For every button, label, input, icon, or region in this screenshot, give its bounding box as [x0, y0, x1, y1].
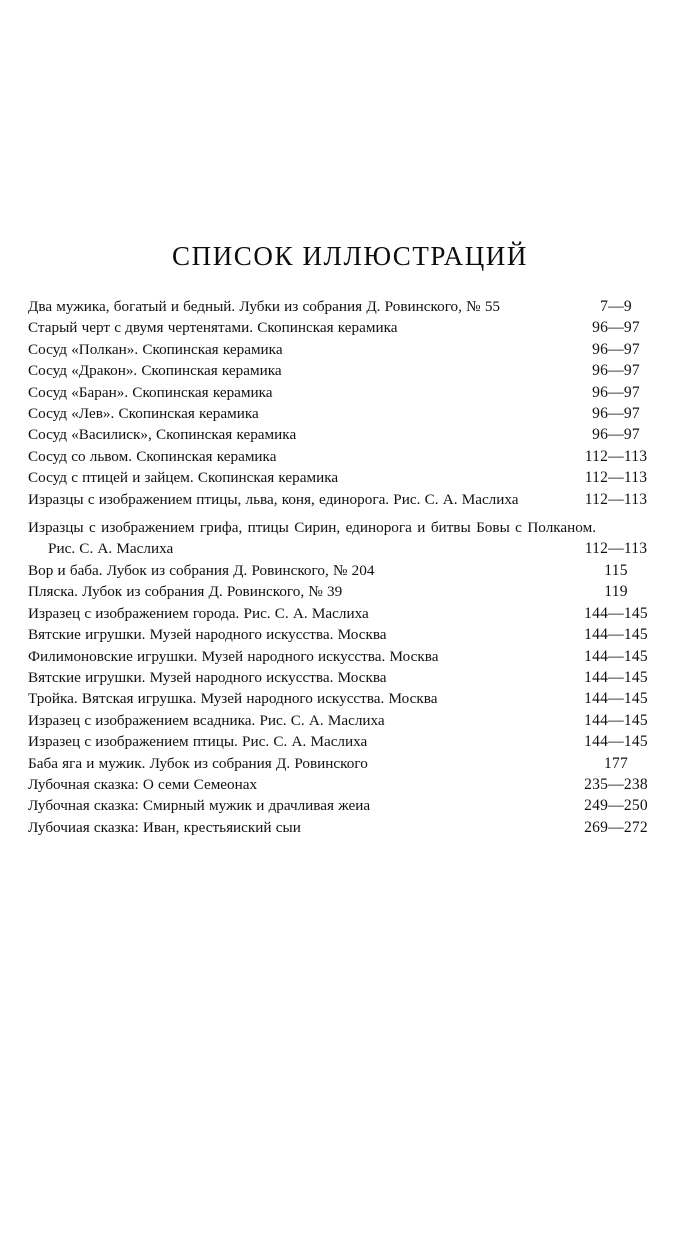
entry-page-number: 144—145 — [584, 604, 648, 622]
entry-title: Сосуд с птицей и зайцем. Скопинская керамика — [28, 469, 339, 487]
entry-page-number: 249—250 — [584, 797, 648, 815]
entry-page-number: 144—145 — [584, 690, 648, 708]
list-item — [28, 774, 672, 795]
list-item — [28, 581, 672, 602]
list-item — [28, 667, 672, 688]
entry-title: Два мужика, богатый и бедный. Лубки из собрания Д. Ровинского, № 55 — [28, 298, 501, 315]
entry-page-number: 112—113 — [584, 447, 648, 465]
list-item — [28, 424, 672, 445]
entry-title: Вятские игрушки. Музей народного искусства. Москва — [28, 668, 387, 686]
list-item — [28, 317, 672, 338]
entry-title: Старый черт с двумя чертенятами. Скопинская керамика — [28, 319, 398, 337]
entry-title: Лубочная сказка: О семи Семеонах — [28, 775, 258, 793]
entry-page-number: 96—97 — [592, 405, 640, 423]
entry-page-number: 96—97 — [592, 319, 640, 337]
list-item — [28, 795, 672, 816]
list-item — [28, 624, 672, 645]
entry-page-number: 119 — [604, 583, 628, 601]
page-title: СПИСОК ИЛЛЮСТРАЦИЙ — [171, 241, 528, 272]
list-item — [28, 446, 672, 467]
entry-title: Филимоновские игрушки. Музей народного искусства. Москва — [28, 647, 439, 665]
entry-title: Баба яга и мужик. Лубок из собрания Д. Ровинского — [28, 754, 368, 772]
list-item — [28, 360, 672, 381]
entry-title: Изразец с изображением всадника. Рис. С. А. Маслиха — [28, 711, 385, 729]
entry-title: Изразцы с изображением птицы, льва, коня, единорога. Рис. С. А. Маслиха — [28, 490, 519, 508]
list-item — [28, 688, 672, 709]
list-item — [28, 646, 672, 667]
entry-title: Изразец с изображением города. Рис. С. А. Маслиха — [28, 604, 369, 622]
illustration-list — [28, 296, 672, 838]
entry-page-number: 235—238 — [584, 775, 648, 793]
entry-title: Лубочиая сказка: Иван, крестьяиский сыи — [28, 818, 301, 836]
entry-title: Вор и баба. Лубок из собрания Д. Ровинского, № 204 — [28, 561, 375, 579]
entry-title: Сосуд со львом. Скопинская керамика — [28, 447, 277, 465]
entry-title: Сосуд «Полкан». Скопинская керамика — [28, 340, 283, 358]
list-item — [28, 817, 672, 838]
entry-page-number: 96—97 — [592, 383, 640, 401]
entry-title: Изразцы с изображением грифа, птицы Сирин, единорога и битвы Бовы с Полканом. Рис. С. А. Маслиха — [28, 519, 596, 558]
list-item — [28, 560, 672, 581]
list-item — [28, 753, 672, 774]
list-item — [28, 517, 672, 560]
entry-page-number: 7—9 — [600, 298, 632, 315]
list-item — [28, 603, 672, 624]
entry-page-number: 269—272 — [584, 818, 648, 836]
entry-page-number: 112—113 — [584, 469, 648, 487]
list-item — [28, 467, 672, 488]
entry-title: Изразец с изображением птицы. Рис. С. А. Маслиха — [28, 733, 368, 751]
list-item — [28, 403, 672, 424]
list-item — [28, 339, 672, 360]
entry-page-number: 96—97 — [592, 362, 640, 380]
entry-page-number: 144—145 — [584, 733, 648, 751]
entry-title: Вятские игрушки. Музей народного искусства. Москва — [28, 626, 387, 644]
entry-page-number: 144—145 — [584, 668, 648, 686]
entry-page-number: 96—97 — [592, 340, 640, 358]
list-item — [28, 382, 672, 403]
entry-title: Лубочная сказка: Смирный мужик и драчливая жеиа — [28, 797, 371, 815]
entry-page-number: 96—97 — [592, 426, 640, 444]
list-item — [28, 710, 672, 731]
list-item — [28, 296, 672, 317]
entry-title: Сосуд «Баран». Скопинская керамика — [28, 383, 273, 401]
list-item — [28, 489, 672, 510]
entry-title: Сосуд «Лев». Скопинская керамика — [28, 405, 259, 423]
entry-page-number: 112—113 — [584, 490, 648, 508]
entry-title: Тройка. Вятская игрушка. Музей народного искусства. Москва — [28, 690, 438, 708]
entry-title: Пляска. Лубок из собрания Д. Ровинского, № 39 — [28, 583, 343, 601]
entry-title: Сосуд «Василиск», Скопинская керамика — [28, 426, 297, 444]
entry-page-number: 177 — [604, 754, 628, 772]
list-item — [28, 731, 672, 752]
entry-page-number: 144—145 — [584, 626, 648, 644]
entry-title: Сосуд «Дракон». Скопинская керамика — [28, 362, 282, 380]
entry-page-number: 144—145 — [584, 647, 648, 665]
entry-page-number: 112—113 — [584, 540, 648, 558]
entry-page-number: 144—145 — [584, 711, 648, 729]
entry-page-number: 115 — [604, 561, 628, 579]
